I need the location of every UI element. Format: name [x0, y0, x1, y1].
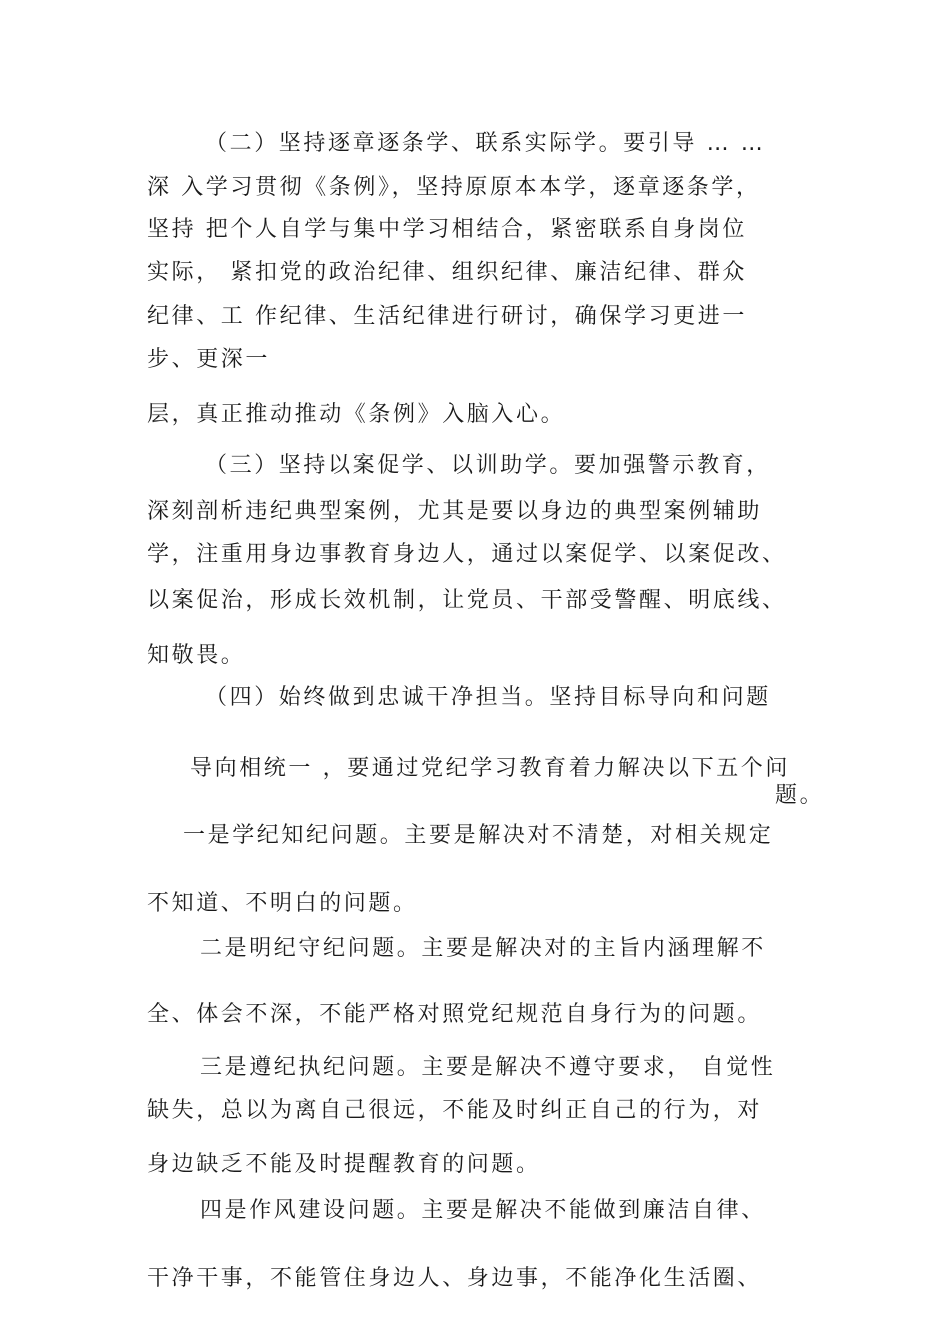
text-line: 四是作风建设问题。主要是解决不能做到廉洁自律、 [200, 1198, 766, 1223]
text-line: （四）始终做到忠诚干净担当。坚持目标导向和问题 [205, 685, 771, 710]
text-line: 三是遵纪执纪问题。主要是解决不遵守要求， 自觉性 [200, 1055, 776, 1080]
text-line: 以案促治，形成长效机制，让党员、干部受警醒、明底线、 [147, 588, 787, 613]
text-line: 干净干事，不能管住身边人、身边事，不能净化生活圈、 [147, 1266, 763, 1291]
text-line: 知敬畏。 [147, 643, 246, 668]
text-line: 层，真正推动推动《条例》入脑入心。 [147, 402, 566, 427]
text-line: 深 入学习贯彻《条例》，坚持原原本本学，逐章逐条学， [147, 175, 761, 200]
text-line: 实际， 紧扣党的政治纪律、组织纪律、廉洁纪律、群众 [147, 260, 747, 285]
text-line: （二）坚持逐章逐条学、联系实际学。要引导 … … [205, 131, 766, 156]
text-line: 步、更深一 [147, 347, 271, 372]
text-line: 不知道、不明白的问题。 [147, 891, 418, 916]
text-line: 题。 [775, 783, 825, 808]
text-line: 全、体会不深，不能严格对照党纪规范自身行为的问题。 [147, 1002, 763, 1027]
text-line: （三）坚持以案促学、以训助学。要加强警示教育， [205, 453, 771, 478]
text-line: 坚持 把个人自学与集中学习相结合，紧密联系自身岗位 [147, 217, 747, 242]
text-line: 一是学纪知纪问题。主要是解决对不清楚，对相关规定 [183, 823, 774, 848]
text-line: 导向相统一 ，要通过党纪学习教育着力解决以下五个问 [190, 756, 790, 781]
text-line: 学，注重用身边事教育身边人，通过以案促学、以案促改、 [147, 542, 787, 567]
text-line: 二是明纪守纪问题。主要是解决对的主旨内涵理解不 [200, 936, 766, 961]
text-line: 纪律、工 作纪律、生活纪律进行研讨，确保学习更进一 [147, 304, 747, 329]
text-line: 身边缺乏不能及时提醒教育的问题。 [147, 1152, 541, 1177]
text-line: 深刻剖析违纪典型案例，尤其是要以身边的典型案例辅助 [147, 499, 763, 524]
text-line: 缺失，总以为离自己很远，不能及时纠正自己的行为，对 [147, 1098, 763, 1123]
